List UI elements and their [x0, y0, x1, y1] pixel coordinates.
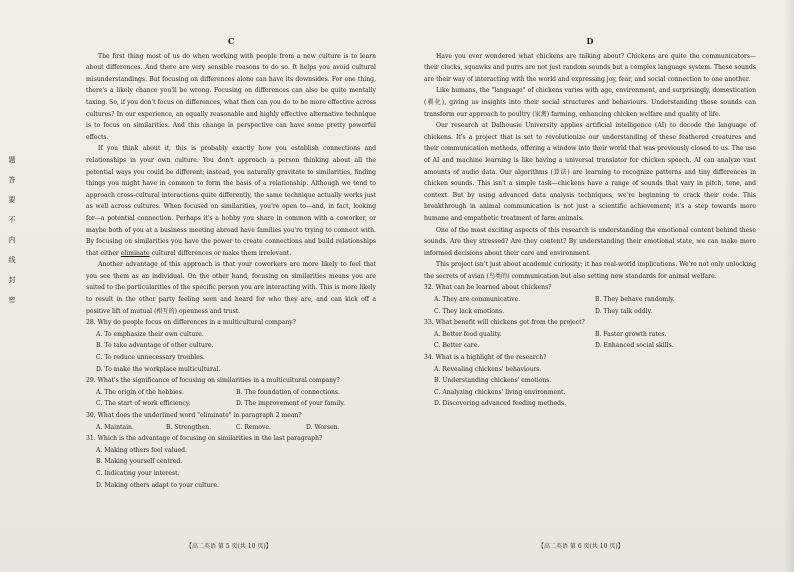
binding-char: 答 [8, 176, 16, 184]
option-a[interactable]: A. The origin of the hobbies. [96, 388, 184, 396]
option-b[interactable]: B. To take advantage of other culture. [96, 342, 214, 350]
options [424, 294, 756, 317]
option-b[interactable]: B. Strengthen. [166, 423, 212, 431]
binding-char: 线 [8, 256, 16, 264]
passage-d-paragraph-2: Like humans, the "language" of chickens varies with age, environment, and surprisingly, domestication (驯化), giving us insights into their social structures and behaviours. Understanding these sounds can transform our approach to poultry (家禽) farming, enhancing chicken welfare and quality of life. [424, 87, 756, 118]
question-30 [86, 410, 376, 433]
option-d[interactable]: D. The improvement of your family. [236, 400, 345, 408]
options [86, 422, 376, 434]
page-edge-shadow [784, 0, 794, 572]
option-b[interactable]: B. Faster growth rates. [595, 330, 667, 338]
question-stem: 33. What benefit will chickens get from the project? [424, 319, 585, 327]
options [86, 387, 376, 410]
passage-d-paragraph-3: Our research at Dalhousie University applies artificial intelligence (AI) to decode the language of chickens. It's a project that is set to revolutionize our understanding of these feathered creatures and their communication methods, offering a window into their world that was previously closed to us. The use of AI and machine learning is like having a universal translator for chicken speech. AI can analyze vast amounts of audio data. Our algorithms (算法) are learning to recognize patterns and tiny differences in chicken sounds. This isn't a simple task—chickens have a range of sounds that vary in pitch, tone, and context. But by using advanced data analysis techniques, we're beginning to crack their code. This breakthrough in animal communication is not just a scientific achievement; it's a step towards more humane and empathetic treatment of farm animals. [424, 122, 756, 222]
option-d[interactable]: D. They talk oddly. [595, 307, 653, 315]
binding-char: 密 [8, 296, 16, 304]
passage-c-paragraph-1: The first thing most of us do when working with people from a new culture is to learn about differences. And there are very sensible reasons to do so. It helps you avoid cultural misunderstandings. But focusing on differences alone can have its downsides. For one thing, there's a likely chance you'll be wrong. Focusing on differences can also be quite mentally taxing. So, if you don't focus on differences, what then can you do to be more effective across cultures? In our experience, an equally reasonable and highly effective alternative technique is to focus on similarities. And this change in perspective can have some pretty powerful effects. [86, 52, 376, 141]
passage-d-paragraph-4: One of the most exciting aspects of this research is understanding the emotional content behind these sounds. Are they stressed? Are they content? By understanding their emotional state, we can make more informed decisions about their care and environment. [424, 226, 756, 257]
question-28 [86, 317, 376, 375]
binding-char: 题 [8, 156, 16, 164]
option-a[interactable]: A. To emphasize their own culture. [96, 330, 204, 338]
passage-c-paragraph-3: Another advantage of this approach is that your coworkers are more likely to feel that you see them as an individual. On the other hand, focusing on similarities means you are suited to the particularities of the specific person you are interacting with. This is more likely to result in the other party feeling seen and heard for who they are, and can kick off a positive lift of mutual (相互的) openness and trust. [86, 261, 376, 315]
passage-d-paragraph-1: Have you ever wondered what chickens are talking about? Chickens are quite the communicators—their clucks, squawks and purrs are not just random sounds but a complex language system. These sounds are their way of interacting with the world and expressing joy, fear, and social connection to one another. [424, 52, 756, 83]
options [424, 364, 756, 410]
question-stem: 31. Which is the advantage of focusing on similarities in the last paragraph? [86, 435, 323, 443]
question-stem: 30. What does the underlined word "eliminate" in paragraph 2 mean? [86, 412, 302, 419]
binding-margin [6, 150, 18, 310]
passage-c-column [86, 36, 376, 491]
option-c[interactable]: C. Better care. [434, 342, 480, 350]
paragraph-2-text: If you think about it, this is probably exactly how you establish connections and relationships in your own culture. You don't approach a person thinking about all the potential ways you could be different; instead, you naturally gravitate to similarities, finding things you might have in common to form the basis of a relationship. Although we tend to approach cross-cultural interactions quite differently, the same technique actually works just as well across cultures. When focused on similarities, you're open to—and, in fact, looking for—a potential connection. Perhaps it's a hobby you share in common with a coworker, or maybe both of you at a business meeting abroad have families you're trying to connect with. By focusing on similarities you have the power to create connections and build relationships that either [86, 145, 376, 257]
passage-d-paragraph-5: This project isn't just about academic curiosity; it has real-world implications. We're not only unlocking the secrets of avian (鸟类的) communication but also setting new standards for animal welfare. [424, 261, 756, 280]
question-stem: 34. What is a highlight of the research? [424, 354, 547, 362]
passage-c-paragraph-2 [86, 143, 376, 259]
question-32 [424, 282, 756, 317]
binding-char: 封 [8, 276, 16, 284]
paragraph-2-end: cultural differences or make them irrelevant. [149, 249, 292, 257]
option-a[interactable]: A. Making others feel valued. [96, 446, 187, 454]
option-d[interactable]: D. Worsen. [306, 423, 340, 431]
option-b[interactable]: B. Understanding chickens' emotions. [434, 377, 552, 385]
binding-char: 不 [8, 216, 16, 224]
option-c[interactable]: C. Remove. [236, 423, 271, 431]
option-c[interactable]: C. To reduce unnecessary troubles. [96, 354, 205, 362]
question-stem: 28. Why do people focus on differences in a multicultural company? [86, 319, 296, 327]
option-c[interactable]: C. The start of work efficiency. [96, 400, 191, 408]
option-a[interactable]: A. Maintain. [96, 423, 134, 431]
option-c[interactable]: C. Analyzing chickens' living environment. [434, 388, 566, 396]
option-d[interactable]: D. Enhanced social skills. [595, 342, 674, 350]
options [424, 329, 756, 352]
page-footer-left: 【高二英语 第 5 页(共 10 页)】 [186, 543, 272, 550]
question-29 [86, 375, 376, 410]
option-c[interactable]: C. They lack emotions. [434, 307, 505, 315]
page-footer-right: 【高二英语 第 6 页(共 10 页)】 [538, 543, 624, 550]
option-b[interactable]: B. They behave randomly. [595, 296, 675, 304]
binding-char: 内 [8, 236, 16, 244]
option-d[interactable]: D. To make the workplace multicultural. [96, 365, 221, 373]
option-a[interactable]: A. Better food quality. [434, 330, 502, 338]
question-stem: 29. What's the significance of focusing on similarities in a multicultural company? [86, 377, 340, 385]
question-34 [424, 352, 756, 410]
options [86, 445, 376, 491]
option-b[interactable]: B. Making yourself centred. [96, 458, 183, 466]
option-d[interactable]: D. Making others adapt to your culture. [96, 481, 219, 489]
option-a[interactable]: A. They are communicative. [434, 296, 521, 304]
passage-d-column [424, 36, 756, 410]
passage-d-title: D [586, 36, 594, 46]
underlined-word: eliminate [120, 249, 150, 257]
question-stem: 32. What can be learned about chickens? [424, 284, 552, 292]
passage-c-title: C [227, 36, 235, 46]
options [86, 329, 376, 375]
option-d[interactable]: D. Discovering advanced feeding methods. [434, 400, 567, 408]
question-33 [424, 317, 756, 352]
question-31 [86, 433, 376, 491]
option-a[interactable]: A. Revealing chickens' behaviours. [434, 365, 542, 373]
option-c[interactable]: C. Indicating your interest. [96, 469, 180, 477]
binding-char: 要 [8, 196, 16, 204]
option-b[interactable]: B. The foundation of connections. [236, 388, 340, 396]
